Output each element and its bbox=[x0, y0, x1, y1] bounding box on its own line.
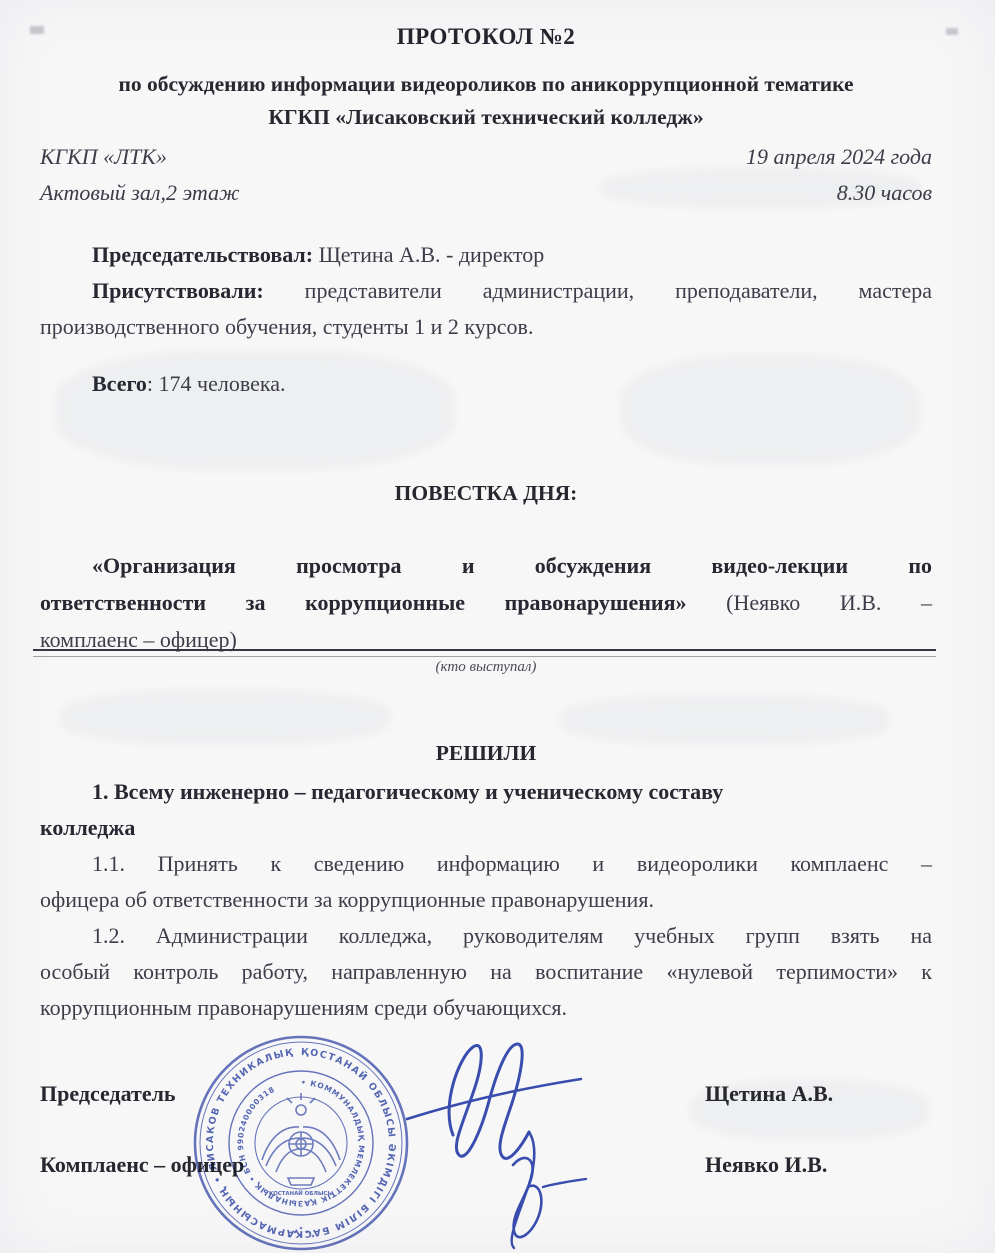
agenda-line-3: комплаенс – офицер) bbox=[40, 627, 237, 652]
agenda-heading: ПОВЕСТКА ДНЯ: bbox=[394, 481, 578, 505]
attendees-line-1 bbox=[40, 273, 932, 309]
agenda-speaker: (Неявко И.В. – bbox=[686, 590, 933, 615]
meeting-place: Актовый зал,2 этаж bbox=[40, 180, 240, 205]
resolution-item1-2-line1: 1.2. Администрации колледжа, руководителям учебных групп взять на bbox=[92, 923, 932, 948]
agenda-line-2-bold: ответственности за коррупционные правонарушения» bbox=[40, 590, 687, 615]
attendees-label: Присутствовали: bbox=[92, 278, 264, 303]
total-label: Всего bbox=[92, 371, 147, 396]
document-subtitle-line1: по обсуждению информации видеороликов по аникоррупционной тематике bbox=[118, 72, 854, 96]
agenda-line-1: «Организация просмотра и обсуждения видео-лекции по bbox=[92, 553, 932, 578]
document-subtitle-line2: КГКП «Лисаковский технический колледж» bbox=[268, 105, 704, 129]
total-line bbox=[40, 366, 932, 402]
official-stamp bbox=[190, 1032, 412, 1253]
chaired-value: Щетина А.В. - директор bbox=[313, 242, 545, 267]
meta-row-1 bbox=[40, 144, 932, 170]
chaired-line bbox=[40, 237, 932, 273]
stamp-emblem-icon bbox=[262, 1093, 340, 1185]
meeting-time: 8.30 часов bbox=[836, 180, 932, 205]
document-title: ПРОТОКОЛ №2 bbox=[396, 24, 576, 49]
resolution-item1-2-line2: особый контроль работу, направленную на воспитание «нулевой терпимости» к bbox=[40, 959, 932, 984]
stamp-center-text bbox=[269, 1189, 333, 1197]
signature-ink-icon bbox=[385, 1035, 615, 1253]
signature-name-chairman: Щетина А.В. bbox=[705, 1081, 834, 1106]
handwritten-signatures bbox=[385, 1035, 615, 1253]
resolution-item1-1-line2: офицера об ответственности за коррупционные правонарушения. bbox=[40, 887, 654, 912]
resolution-item1-2-line3: коррупционным правонарушениям среди обучающихся. bbox=[40, 995, 567, 1020]
agenda-line-2 bbox=[40, 585, 932, 621]
resolution-item1-line2: колледжа bbox=[40, 815, 136, 840]
attendees-line-2: производственного обучения, студенты 1 и 2 курсов. bbox=[40, 314, 534, 339]
resolution-heading: РЕШИЛИ bbox=[435, 741, 537, 765]
chaired-label: Председательствовал: bbox=[92, 242, 314, 267]
meta-row-2 bbox=[40, 180, 932, 206]
signature-rule-line bbox=[33, 649, 936, 657]
who-spoke-caption: (кто выступал) bbox=[435, 659, 537, 675]
protocol-date: 19 апреля 2024 года bbox=[746, 144, 932, 169]
signature-role-compliance: Комплаенс – офицер bbox=[40, 1152, 245, 1177]
stamp-seal-icon bbox=[190, 1032, 412, 1253]
signature-role-chairman: Председатель bbox=[40, 1081, 176, 1106]
org-short-name: КГКП «ЛТК» bbox=[40, 144, 167, 169]
attendees-value-1: представители администрации, преподаватели, мастера bbox=[263, 278, 932, 303]
resolution-item1-line1: 1. Всему инженерно – педагогическому и ученическому составу bbox=[92, 779, 724, 804]
resolution-item1-1-line1: 1.1. Принять к сведению информацию и видеоролики комплаенс – bbox=[92, 851, 932, 876]
signature-name-compliance: Неявко И.В. bbox=[705, 1152, 828, 1177]
scan-artifact-top-right bbox=[946, 28, 958, 35]
total-value: : 174 человека. bbox=[146, 371, 286, 396]
